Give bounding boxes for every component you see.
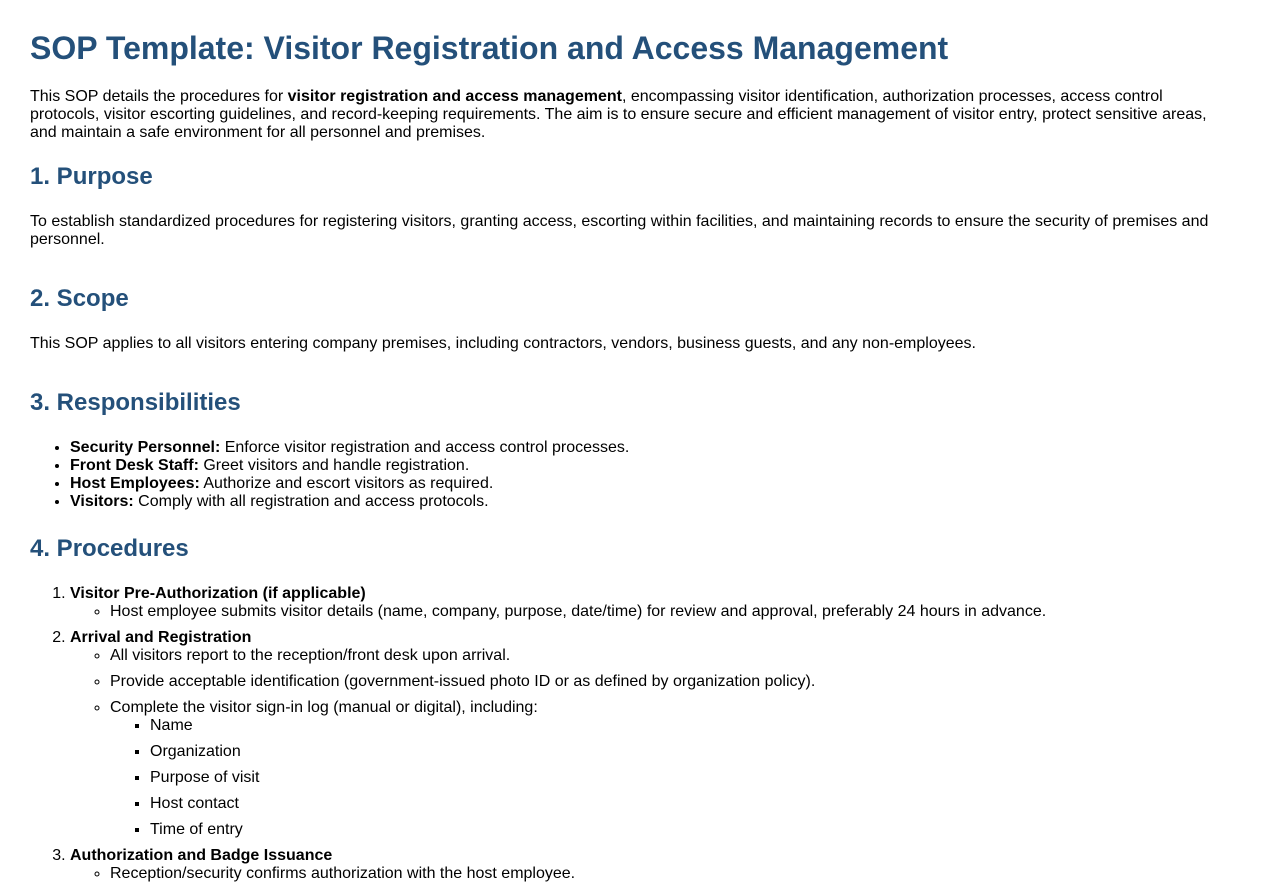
role-label: Host Employees: [70, 475, 200, 492]
role-description: Comply with all registration and access protocols. [133, 493, 489, 510]
intro-paragraph [30, 88, 1220, 142]
log-field: ▪ Time of entry [150, 821, 1233, 839]
list-item [110, 699, 1233, 839]
intro-text-after: , encompassing visitor identification, authorization processes, access control protocols, visitor escorting guidelines, and record-keeping requirements. The aim is to ensure secure and efficient management of visitor entry, protect sensitive areas, and maintain a safe environment for all personnel and premises. [30, 88, 1207, 141]
log-field: ▪ Organization [150, 743, 1233, 761]
list-item [70, 439, 1233, 457]
scope-text: This SOP applies to all visitors entering company premises, including contractors, vendors, business guests, and any non-employees. [30, 335, 976, 352]
section-heading-procedures: 4. Procedures [30, 535, 189, 562]
procedure-step-title: Visitor Pre-Authorization (if applicable) [70, 585, 366, 602]
procedure-step [70, 629, 1233, 839]
procedure-step-title: Authorization and Badge Issuance [70, 847, 333, 864]
list-item-text: Complete the visitor sign-in log (manual or digital), including: [110, 699, 538, 716]
list-item: ◦ Provide acceptable identification (government-issued photo ID or as defined by organization policy). [110, 673, 1233, 691]
sign-in-log-fields [110, 717, 1233, 839]
log-field: ▪ Name [150, 717, 1233, 735]
procedure-substeps [70, 647, 1233, 839]
role-description: Greet visitors and handle registration. [198, 457, 470, 474]
responsibilities-list [30, 439, 1233, 511]
intro-text-bold: visitor registration and access management [287, 88, 622, 105]
list-item [70, 493, 1233, 511]
role-description: Authorize and escort visitors as required. [199, 475, 494, 492]
section-heading-scope: 2. Scope [30, 285, 129, 312]
role-description: Enforce visitor registration and access control processes. [220, 439, 630, 456]
log-field: ▪ Host contact [150, 795, 1233, 813]
log-field: ▪ Purpose of visit [150, 769, 1233, 787]
list-item [70, 457, 1233, 475]
procedures-list [30, 585, 1233, 883]
list-item: ◦ Reception/security confirms authorization with the host employee. [110, 865, 1233, 883]
section-heading-responsibilities: 3. Responsibilities [30, 389, 241, 416]
procedure-substeps [70, 603, 1233, 621]
page-title: SOP Template: Visitor Registration and Access Management [30, 30, 949, 66]
list-item: ◦ Host employee submits visitor details (name, company, purpose, date/time) for review and approval, preferably 24 hours in advance. [110, 603, 1233, 621]
list-item [70, 475, 1233, 493]
role-label: Visitors: [70, 493, 134, 510]
role-label: Security Personnel: [70, 439, 221, 456]
purpose-text: To establish standardized procedures for registering visitors, granting access, escorting within facilities, and maintaining records to ensure the security of premises and personnel. [30, 213, 1209, 248]
procedure-substeps [70, 865, 1233, 883]
procedure-step [70, 585, 1233, 621]
role-label: Front Desk Staff: [70, 457, 199, 474]
intro-text-before: This SOP details the procedures for [30, 88, 288, 105]
procedure-step [70, 847, 1233, 883]
section-heading-purpose: 1. Purpose [30, 163, 153, 190]
procedure-step-title: Arrival and Registration [70, 629, 252, 646]
list-item: ◦ All visitors report to the reception/front desk upon arrival. [110, 647, 1233, 665]
